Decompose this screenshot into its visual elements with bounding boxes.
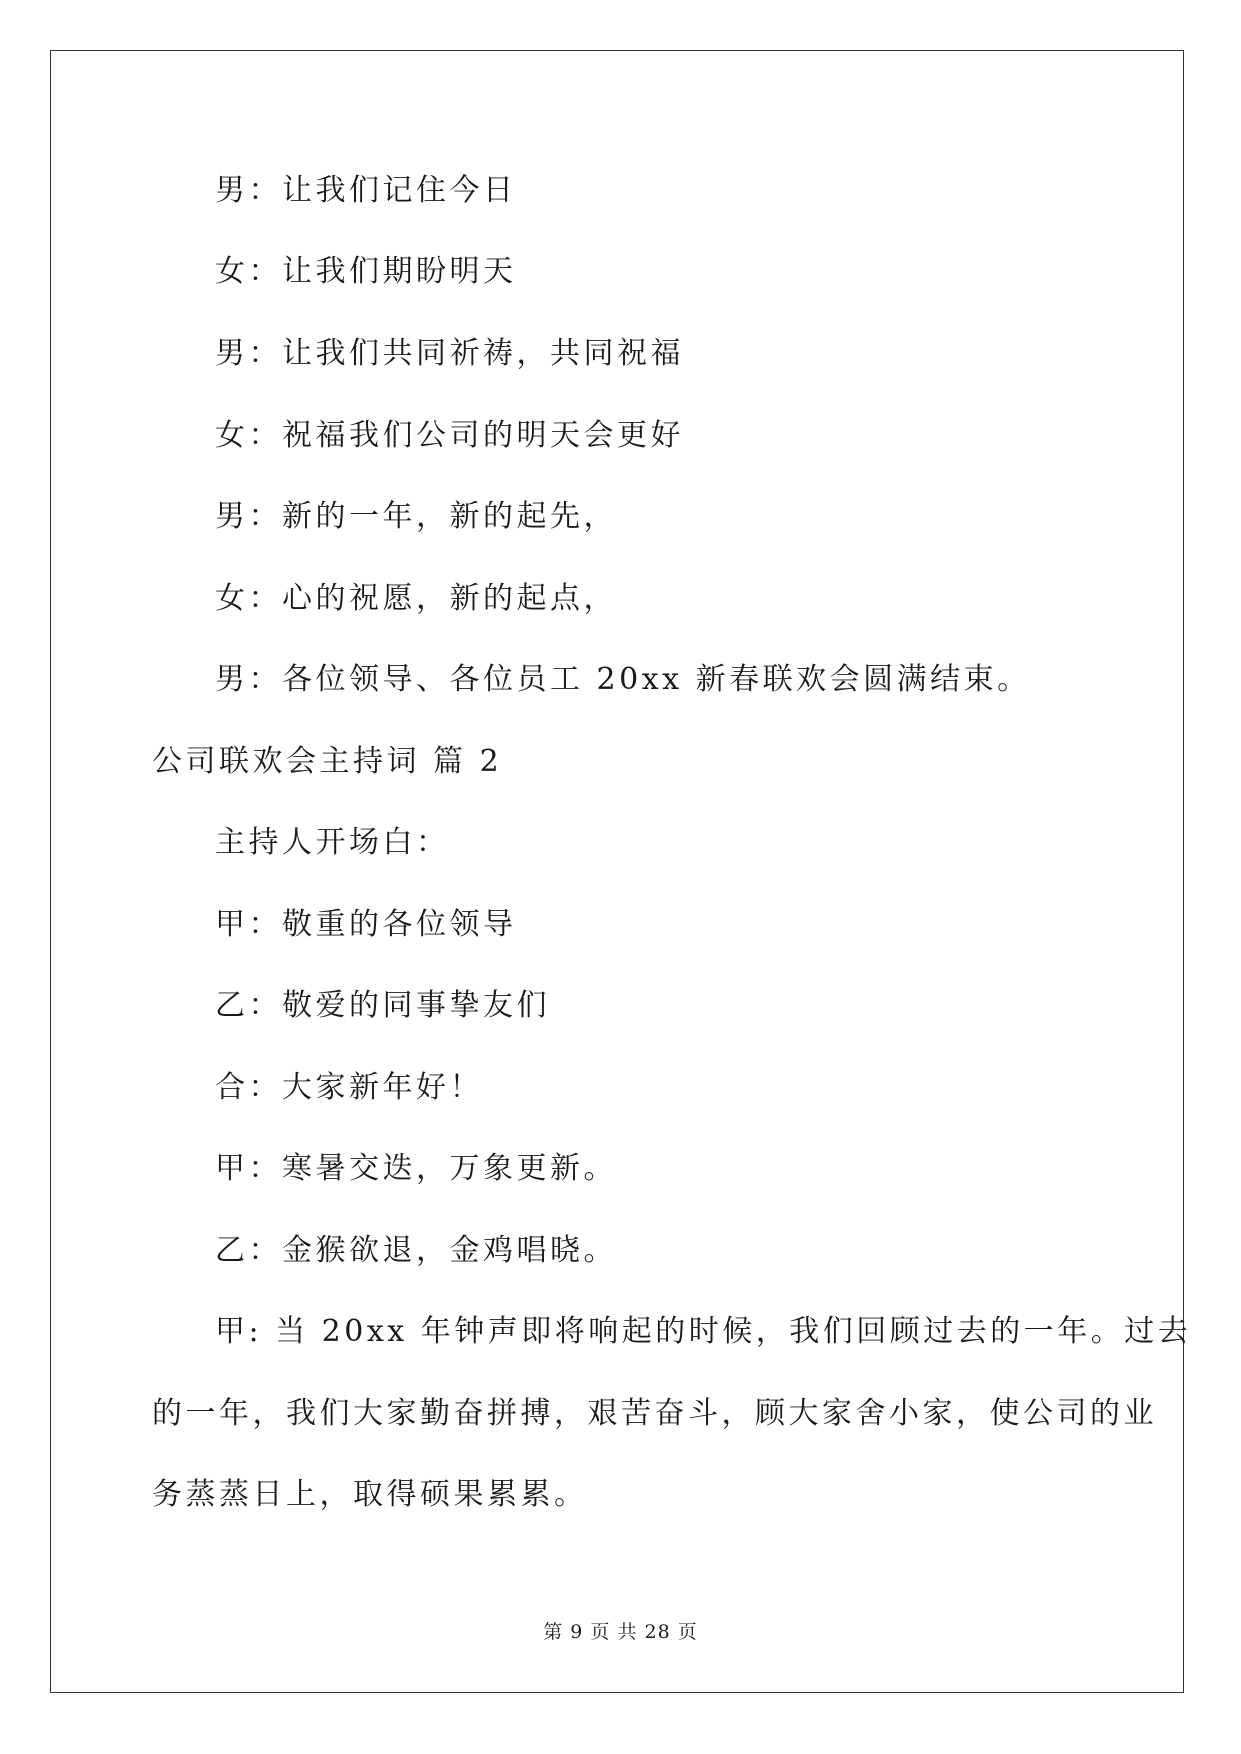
paragraph-line: 务蒸蒸日上，取得硕果累累。: [152, 1477, 588, 1512]
section-heading: 公司联欢会主持词 篇 2: [152, 744, 503, 779]
dialogue-line: 甲：寒暑交迭，万象更新。: [215, 1151, 617, 1186]
dialogue-line: 女：让我们期盼明天: [215, 254, 517, 289]
dialogue-line: 男：各位领导、各位员工 20xx 新春联欢会圆满结束。: [215, 662, 1031, 697]
dialogue-line: 乙：敬爱的同事挚友们: [215, 988, 550, 1023]
dialogue-line: 男：新的一年，新的起先，: [215, 499, 617, 534]
dialogue-line: 男：让我们共同祈祷，共同祝福: [215, 336, 684, 371]
dialogue-line: 男：让我们记住今日: [215, 173, 517, 208]
dialogue-line: 主持人开场白：: [215, 825, 450, 860]
dialogue-line: 合：大家新年好！: [215, 1070, 483, 1105]
dialogue-line: 女：心的祝愿，新的起点，: [215, 581, 617, 616]
paragraph-line: 甲: 当 20xx 年钟声即将响起的时候，我们回顾过去的一年。过去: [215, 1314, 1192, 1349]
dialogue-line: 乙：金猴欲退，金鸡唱晓。: [215, 1233, 617, 1268]
dialogue-line: 女：祝福我们公司的明天会更好: [215, 418, 684, 453]
paragraph-line: 的一年，我们大家勤奋拼搏，艰苦奋斗，顾大家舍小家，使公司的业: [152, 1396, 1157, 1431]
dialogue-line: 甲：敬重的各位领导: [215, 907, 517, 942]
page-number-footer: 第 9 页 共 28 页: [543, 1621, 698, 1643]
